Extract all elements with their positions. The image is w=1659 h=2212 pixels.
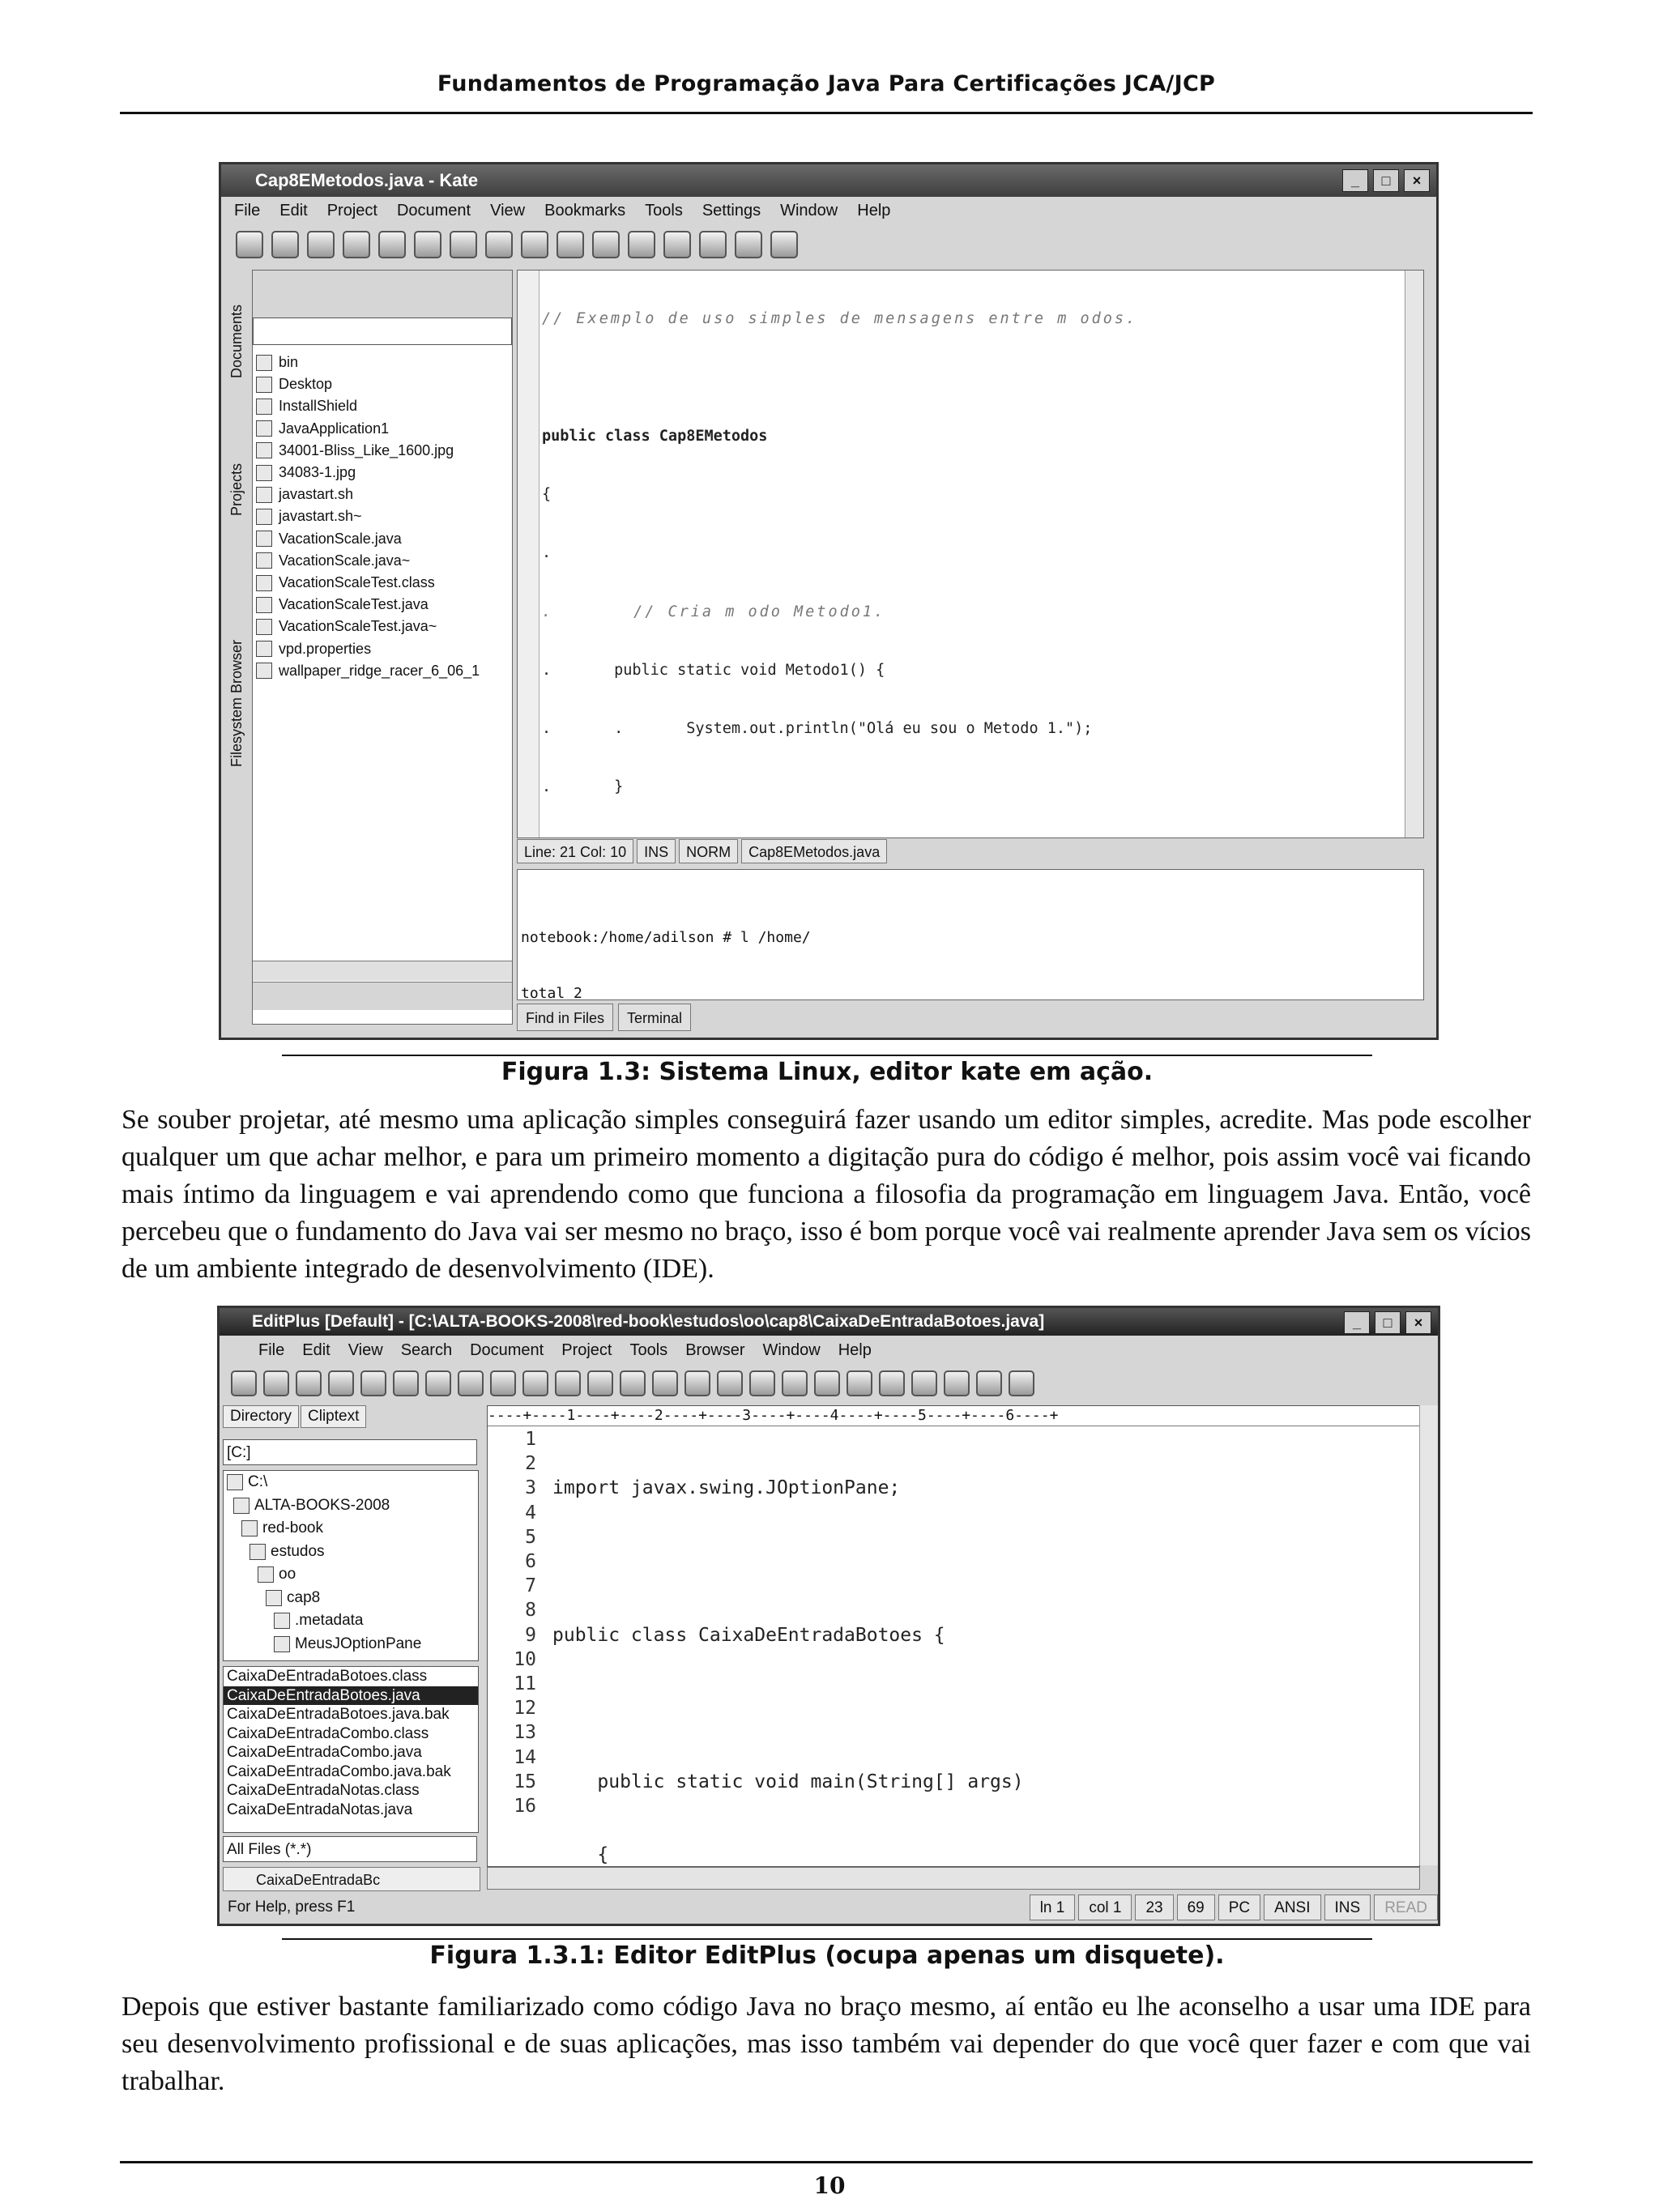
back-icon[interactable] bbox=[307, 231, 335, 258]
line-number: 8 bbox=[525, 1600, 536, 1622]
list-item[interactable]: CaixaDeEntradaBotoes.java.bak bbox=[227, 1706, 450, 1723]
list-item[interactable]: CaixaDeEntradaCombo.class bbox=[227, 1724, 429, 1742]
list-item[interactable]: vpd.properties bbox=[256, 638, 512, 660]
tab-find-in-files[interactable]: Find in Files bbox=[517, 1004, 613, 1031]
header-rule bbox=[120, 112, 1533, 114]
line-number-icon[interactable] bbox=[814, 1370, 840, 1396]
kate-window-title: Cap8EMetodos.java - Kate bbox=[255, 170, 479, 190]
maximize-icon[interactable]: □ bbox=[1375, 1311, 1401, 1334]
list-item[interactable]: javastart.sh~ bbox=[256, 505, 512, 527]
copy-icon[interactable] bbox=[628, 231, 655, 258]
menu-window[interactable]: Window bbox=[780, 202, 838, 219]
menu-view[interactable]: View bbox=[348, 1341, 383, 1359]
delete-icon[interactable] bbox=[555, 1370, 581, 1396]
find-icon[interactable] bbox=[699, 231, 727, 258]
fullscreen-icon[interactable] bbox=[976, 1370, 1002, 1396]
line-number: 15 bbox=[514, 1771, 536, 1792]
folder-icon bbox=[274, 1613, 290, 1629]
kate-window bbox=[219, 162, 1439, 1040]
status-value-a: 23 bbox=[1135, 1894, 1173, 1920]
kate-side-tabs: Documents Projects Filesystem Browser bbox=[228, 304, 245, 767]
print-preview-icon[interactable] bbox=[360, 1370, 386, 1396]
editplus-statusbar bbox=[220, 1894, 1438, 1920]
menu-file[interactable]: File bbox=[258, 1341, 285, 1359]
paste-icon[interactable] bbox=[522, 1370, 548, 1396]
folder-icon bbox=[256, 355, 272, 371]
file-list bbox=[256, 352, 512, 682]
folder-icon bbox=[227, 1474, 243, 1490]
word-wrap-icon[interactable] bbox=[782, 1370, 808, 1396]
line-number: 14 bbox=[514, 1746, 536, 1768]
list-item[interactable]: CaixaDeEntradaBotoes.class bbox=[227, 1668, 428, 1685]
code-line bbox=[542, 837, 1404, 838]
vertical-scrollbar[interactable] bbox=[1419, 1405, 1438, 1865]
close-document-icon[interactable] bbox=[485, 231, 513, 258]
code-line bbox=[552, 1696, 1226, 1720]
text-file-icon bbox=[256, 641, 272, 657]
line-number: 10 bbox=[514, 1648, 536, 1670]
list-item[interactable]: wallpaper_ridge_racer_6_06_1 bbox=[256, 660, 512, 682]
tree-item[interactable]: oo bbox=[224, 1563, 478, 1587]
list-item[interactable]: Desktop bbox=[256, 373, 512, 395]
minimize-icon[interactable]: _ bbox=[1344, 1311, 1370, 1334]
line-number: 2 bbox=[525, 1453, 536, 1475]
kate-titlebar bbox=[221, 164, 1436, 197]
text-file-icon bbox=[256, 597, 272, 613]
figure-caption: Figura 1.3: Sistema Linux, editor kate em ação. bbox=[501, 1058, 1154, 1086]
code-editor[interactable] bbox=[517, 270, 1424, 838]
status-line-ending: PC bbox=[1218, 1894, 1260, 1920]
bottom-tool-tabs bbox=[517, 1004, 691, 1031]
new-file-icon[interactable] bbox=[231, 1370, 257, 1396]
find-icon[interactable] bbox=[652, 1370, 678, 1396]
terminal-line: notebook:/home/adilson # l /home/ bbox=[521, 929, 811, 946]
line-number: 5 bbox=[525, 1526, 536, 1548]
find-previous-icon[interactable] bbox=[770, 231, 798, 258]
print-icon[interactable] bbox=[393, 1370, 419, 1396]
menu-file[interactable]: File bbox=[234, 202, 261, 219]
code-line bbox=[542, 368, 1404, 387]
goto-icon[interactable] bbox=[717, 1370, 743, 1396]
running-header: Fundamentos de Programação Java Para Certificações JCA/JCP bbox=[437, 71, 1216, 96]
folder-open-icon bbox=[266, 1590, 282, 1606]
status-insert-mode: INS bbox=[1324, 1894, 1371, 1920]
code-line: public class Cap8EMetodos bbox=[542, 427, 768, 445]
filter-combobox[interactable] bbox=[253, 982, 512, 1010]
editplus-menubar bbox=[220, 1336, 1438, 1365]
folder-icon bbox=[256, 377, 272, 393]
code-line: { bbox=[552, 1844, 609, 1866]
undo-icon[interactable] bbox=[521, 231, 548, 258]
list-item[interactable]: 34083-1.jpg bbox=[256, 462, 512, 484]
tree-item[interactable]: ALTA-BOOKS-2008 bbox=[224, 1494, 478, 1518]
line-number-gutter bbox=[504, 1427, 536, 1818]
code-line: . public static void Metodo1() { bbox=[542, 661, 885, 679]
line-number: 4 bbox=[525, 1502, 536, 1524]
image-file-icon bbox=[256, 442, 272, 458]
menu-settings[interactable]: Settings bbox=[702, 202, 761, 219]
line-number: 13 bbox=[514, 1722, 536, 1744]
horizontal-scrollbar[interactable] bbox=[253, 961, 512, 981]
list-item[interactable]: InstallShield bbox=[256, 395, 512, 417]
line-number: 16 bbox=[514, 1796, 536, 1818]
list-item[interactable]: JavaApplication1 bbox=[256, 418, 512, 440]
list-item[interactable]: 34001-Bliss_Like_1600.jpg bbox=[256, 440, 512, 462]
editplus-window bbox=[217, 1306, 1440, 1926]
code-line: . . System.out.println("Olá eu sou o Metodo 1."); bbox=[542, 720, 1093, 738]
line-number: 6 bbox=[525, 1551, 536, 1573]
folder-icon bbox=[256, 420, 272, 437]
code-line: public static void main(String[] args) bbox=[552, 1771, 1024, 1792]
kate-toolbar bbox=[221, 224, 1436, 265]
line-number: 11 bbox=[514, 1673, 536, 1695]
terminal-panel[interactable] bbox=[517, 869, 1424, 1000]
list-item[interactable]: VacationScaleTest.class bbox=[256, 572, 512, 594]
figure-rule bbox=[282, 1055, 1372, 1056]
script-file-icon bbox=[256, 509, 272, 525]
editplus-window-title: EditPlus [Default] - [C:\ALTA-BOOKS-2008\red-book\estudos\oo\cap8\CaixaDeEntradaBotoes.java] bbox=[252, 1312, 1045, 1331]
cut-icon[interactable] bbox=[458, 1370, 484, 1396]
menu-edit[interactable]: Edit bbox=[279, 202, 308, 219]
menu-project[interactable]: Project bbox=[326, 202, 377, 219]
menu-tools[interactable]: Tools bbox=[629, 1341, 668, 1359]
folder-icon bbox=[256, 399, 272, 415]
terminal-output bbox=[521, 891, 1004, 1000]
menu-search[interactable]: Search bbox=[400, 1341, 453, 1359]
save-all-icon[interactable] bbox=[328, 1370, 354, 1396]
image-file-icon bbox=[256, 465, 272, 481]
code-area bbox=[552, 1427, 1226, 1867]
folder-icon bbox=[241, 1520, 258, 1536]
forward-icon[interactable] bbox=[343, 231, 370, 258]
list-item[interactable]: javastart.sh bbox=[256, 484, 512, 505]
terminal-line: total 2 bbox=[521, 985, 582, 1000]
text-file-icon bbox=[256, 575, 272, 591]
status-read-only: READ bbox=[1374, 1894, 1438, 1920]
text-file-icon bbox=[256, 552, 272, 569]
column-ruler: ----+----1----+----2----+----3----+----4----+----5----+----6----+ bbox=[488, 1406, 1419, 1426]
tree-item[interactable]: C:\ bbox=[224, 1471, 478, 1494]
footer-rule bbox=[120, 2161, 1533, 2163]
line-number: 9 bbox=[525, 1624, 536, 1646]
menu-document[interactable]: Document bbox=[396, 202, 471, 219]
script-file-icon bbox=[256, 487, 272, 503]
file-list bbox=[223, 1666, 479, 1833]
new-file-icon[interactable] bbox=[236, 231, 263, 258]
open-file-icon[interactable] bbox=[263, 1370, 289, 1396]
folding-gutter bbox=[518, 271, 539, 837]
menu-edit[interactable]: Edit bbox=[302, 1341, 331, 1359]
list-item[interactable]: VacationScale.java~ bbox=[256, 550, 512, 572]
folder-icon bbox=[249, 1544, 266, 1560]
status-value-b: 69 bbox=[1177, 1894, 1215, 1920]
filesystem-browser-panel bbox=[252, 270, 513, 1025]
editplus-titlebar bbox=[220, 1308, 1438, 1336]
code-line: { bbox=[542, 486, 552, 504]
help-icon[interactable] bbox=[1009, 1370, 1034, 1396]
output-window-icon[interactable] bbox=[944, 1370, 970, 1396]
page-number: 10 bbox=[813, 2172, 846, 2199]
menu-browser[interactable]: Browser bbox=[685, 1341, 745, 1359]
code-editor[interactable] bbox=[487, 1405, 1420, 1867]
editplus-toolbar bbox=[220, 1365, 1438, 1402]
code-area bbox=[542, 271, 1404, 838]
save-as-icon[interactable] bbox=[414, 231, 441, 258]
horizontal-scrollbar[interactable] bbox=[487, 1867, 1420, 1890]
tab-cliptext[interactable]: Cliptext bbox=[301, 1405, 366, 1428]
cut-icon[interactable] bbox=[592, 231, 620, 258]
redo-icon[interactable] bbox=[620, 1370, 646, 1396]
paste-icon[interactable] bbox=[663, 231, 691, 258]
code-line: // Exemplo de uso simples de mensagens entre m odos. bbox=[542, 310, 1138, 328]
browser-icon[interactable] bbox=[879, 1370, 905, 1396]
browser-toolbar bbox=[253, 271, 512, 318]
file-filter-select[interactable]: All Files (*.*) bbox=[223, 1836, 477, 1862]
ruler-icon[interactable] bbox=[847, 1370, 872, 1396]
code-line: public class CaixaDeEntradaBotoes { bbox=[552, 1624, 945, 1646]
list-item[interactable]: CaixaDeEntradaNotas.java bbox=[227, 1801, 413, 1818]
list-item[interactable]: CaixaDeEntradaNotas.class bbox=[227, 1782, 420, 1799]
kate-menubar bbox=[221, 197, 1436, 224]
status-encoding: ANSI bbox=[1264, 1894, 1320, 1920]
menu-window[interactable]: Window bbox=[762, 1341, 821, 1359]
insert-mode: INS bbox=[637, 839, 676, 863]
folder-icon bbox=[274, 1636, 290, 1652]
line-number: 3 bbox=[525, 1477, 536, 1499]
menu-tools[interactable]: Tools bbox=[645, 202, 683, 219]
replace-icon[interactable] bbox=[684, 1370, 710, 1396]
image-file-icon bbox=[256, 663, 272, 679]
print-icon[interactable] bbox=[450, 231, 477, 258]
directory-window-icon[interactable] bbox=[911, 1370, 937, 1396]
status-line: ln 1 bbox=[1030, 1894, 1076, 1920]
code-line: import javax.swing.JOptionPane; bbox=[552, 1477, 901, 1499]
kate-statusbar bbox=[517, 839, 1422, 863]
drive-select[interactable]: [C:] bbox=[223, 1439, 477, 1465]
close-icon[interactable]: × bbox=[1405, 1311, 1431, 1334]
current-file-name: Cap8EMetodos.java bbox=[741, 839, 887, 863]
status-help-text: For Help, press F1 bbox=[228, 1899, 356, 1916]
menu-help[interactable]: Help bbox=[838, 1341, 872, 1359]
tree-item[interactable]: cap8 bbox=[224, 1587, 478, 1610]
line-number: 7 bbox=[525, 1575, 536, 1597]
spell-check-icon[interactable] bbox=[425, 1370, 451, 1396]
undo-icon[interactable] bbox=[587, 1370, 613, 1396]
tab-directory[interactable]: Directory bbox=[223, 1405, 299, 1428]
text-file-icon bbox=[256, 531, 272, 547]
font-icon[interactable] bbox=[749, 1370, 775, 1396]
figure-rule bbox=[282, 1938, 1372, 1940]
list-item[interactable]: VacationScaleTest.java~ bbox=[256, 616, 512, 637]
selection-mode: NORM bbox=[679, 839, 738, 863]
tab-terminal[interactable]: Terminal bbox=[618, 1004, 691, 1031]
list-item[interactable]: bin bbox=[256, 352, 512, 373]
directory-tree bbox=[223, 1470, 479, 1661]
path-combobox[interactable] bbox=[253, 318, 512, 345]
body-paragraph: Depois que estiver bastante familiarizado como código Java no braço mesmo, aí então eu lhe aconselho a usar uma IDE para seu desenvolvimento profissional e de suas aplicações, mas isso também vai depender do que você quer fazer e com que vai trabalhar. bbox=[122, 1992, 1531, 2096]
menu-bookmarks[interactable]: Bookmarks bbox=[544, 202, 626, 219]
minimize-icon[interactable]: _ bbox=[1342, 169, 1368, 192]
menu-view[interactable]: View bbox=[490, 202, 526, 219]
directory-panel bbox=[223, 1405, 480, 1865]
document-tab[interactable]: CaixaDeEntradaBc bbox=[223, 1867, 480, 1891]
list-item[interactable]: CaixaDeEntradaCombo.java bbox=[227, 1744, 422, 1761]
text-file-icon bbox=[256, 619, 272, 635]
save-icon[interactable] bbox=[378, 231, 406, 258]
code-line: . bbox=[542, 544, 552, 562]
save-icon[interactable] bbox=[296, 1370, 322, 1396]
list-item[interactable]: VacationScaleTest.java bbox=[256, 594, 512, 616]
cursor-position: Line: 21 Col: 10 bbox=[517, 839, 633, 863]
line-number: 1 bbox=[525, 1429, 536, 1450]
tree-item[interactable]: estudos bbox=[224, 1541, 478, 1564]
copy-icon[interactable] bbox=[490, 1370, 516, 1396]
status-column: col 1 bbox=[1078, 1894, 1132, 1920]
tree-item[interactable]: .metadata bbox=[224, 1609, 478, 1633]
open-file-icon[interactable] bbox=[271, 231, 299, 258]
folder-icon bbox=[258, 1566, 274, 1583]
tree-item[interactable]: red-book bbox=[224, 1517, 478, 1541]
body-paragraph: Se souber projetar, até mesmo uma aplicação simples conseguirá fazer usando um editor simples, acredite. Mas pode escolher qualquer um que achar melhor, e para um primeiro momento a digitação pura do código é melhor, pois assim você vai ficando mais íntimo da linguagem e vai aprendendo como que funciona a filosofia da programação em linguagem Java. Então, você percebeu que o fundamento do Java vai ser mesmo no braço, isso é bom porque você vai realmente aprender Java sem os vícios de um ambiente integrado de desenvolvimento (IDE). bbox=[122, 1105, 1531, 1284]
menu-project[interactable]: Project bbox=[561, 1341, 612, 1359]
code-line bbox=[552, 1549, 1226, 1574]
vertical-scrollbar[interactable] bbox=[1405, 271, 1423, 837]
folder-icon bbox=[233, 1498, 249, 1514]
redo-icon[interactable] bbox=[557, 231, 584, 258]
list-item[interactable]: VacationScale.java bbox=[256, 528, 512, 550]
maximize-icon[interactable]: □ bbox=[1373, 169, 1399, 192]
menu-document[interactable]: Document bbox=[470, 1341, 544, 1359]
tree-item[interactable]: MeusJOptionPane bbox=[224, 1633, 478, 1656]
menu-help[interactable]: Help bbox=[857, 202, 891, 219]
find-next-icon[interactable] bbox=[735, 231, 762, 258]
close-icon[interactable]: × bbox=[1404, 169, 1430, 192]
list-item[interactable]: CaixaDeEntradaCombo.java.bak bbox=[227, 1762, 451, 1780]
code-line: . } bbox=[542, 778, 624, 796]
code-line: . // Cria m odo Metodo1. bbox=[542, 603, 886, 620]
figure-caption: Figura 1.3.1: Editor EditPlus (ocupa apenas um disquete). bbox=[429, 1941, 1225, 1970]
selected-list-item[interactable]: CaixaDeEntradaBotoes.java bbox=[224, 1686, 478, 1706]
line-number: 12 bbox=[514, 1698, 536, 1720]
